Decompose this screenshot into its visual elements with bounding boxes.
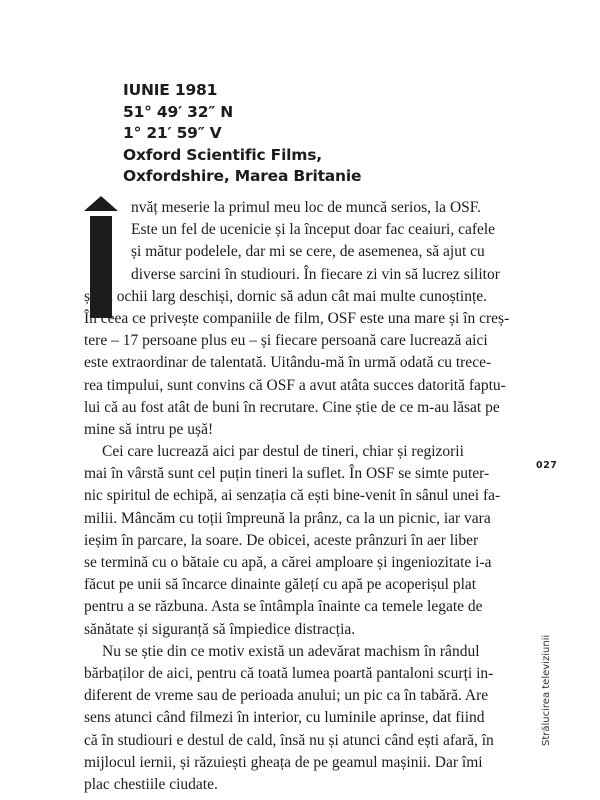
body-line: sănătate și siguranță să împiedice distracția. — [84, 620, 356, 638]
body-line: bărbaților de aici, pentru că toată lumea poartă pantaloni scurți in- — [84, 664, 494, 682]
heading-date: IUNIE 1981 — [123, 81, 218, 99]
body-line: milii. Mâncăm cu toții împreună la prânz, ca la un picnic, iar vara — [84, 509, 491, 527]
body-line: Cei care lucrează aici par destul de tineri, chiar și regizorii — [102, 443, 464, 461]
heading-location: Oxfordshire, Marea Britanie — [123, 167, 362, 185]
body-line: diferent de vreme sau de perioada anului; un pic ca în tabără. Are — [84, 687, 489, 705]
body-line: rea timpului, sunt convins că OSF a avut atâta succes datorită faptu- — [84, 376, 506, 394]
body-line: lui că au fost atât de buni în recrutare. Cine știe de ce m-au lăsat pe — [84, 398, 500, 416]
running-title-text: Strălucirea televiziunii — [541, 634, 552, 746]
body-line: mine să intru pe ușă! — [84, 420, 214, 438]
heading-longitude: 1° 21′ 59″ V — [123, 124, 222, 142]
body-line: mai în vârstă sunt cel puțin tineri la suflet. În OSF se simte puter- — [84, 465, 490, 483]
chapter-heading — [123, 80, 361, 188]
body-line: nvăț meserie la primul meu loc de muncă serios, la OSF. — [131, 199, 482, 216]
body-line: ieșim în parcare, la soare. De obicei, aceste prânzuri în aer liber — [84, 531, 479, 549]
body-line: În ceea ce privește companiile de film, OSF este una mare și în creș- — [84, 309, 510, 327]
heading-latitude: 51° 49′ 32″ N — [123, 102, 234, 121]
heading-company: Oxford Scientific Films, — [123, 145, 322, 164]
body-line: Este un fel de ucenicie și la început doar fac ceaiuri, cafele — [131, 221, 496, 239]
body-line: și cu ochii larg deschiși, dornic să adun cât mai multe cunoștințe. — [84, 287, 488, 305]
body-text — [84, 197, 514, 796]
body-line: și mătur podelele, dar mi se cere, de asemenea, să ajut cu — [131, 243, 485, 261]
body-line: Nu se știe din ce motiv există un adevărat machism în rândul — [102, 642, 480, 660]
page-number: 027 — [536, 460, 558, 471]
body-line: mijlocul iernii, și răzuiești gheața de pe geamul mașinii. Dar îmi — [84, 753, 483, 771]
running-title — [541, 606, 555, 746]
body-line: sens atunci când filmezi în interior, cu luminile aprinse, dat fiind — [84, 709, 485, 727]
body-line: tere – 17 persoane plus eu – și fiecare persoană care lucrează aici — [84, 332, 488, 350]
body-line: diverse sarcini în studiouri. În fiecare zi vin să lucrez silitor — [131, 265, 500, 283]
body-line: este extraordinar de talentată. Uitându-mă în urmă odată cu trece- — [84, 354, 492, 372]
body-line: pentru a se răzbuna. Asta se întâmpla înainte ca temele legate de — [84, 598, 483, 616]
body-line: nic spiritul de echipă, ai senzația că ești bine-venit în sânul unei fa- — [84, 487, 501, 505]
body-line: că în studiouri e destul de cald, însă nu și atunci când ești afară, în — [84, 731, 494, 749]
body-line: se termină cu o bătaie cu apă, a cărei amploare și ingeniozitate i-a — [84, 554, 492, 571]
body-line: făcut pe unii să încarce dinainte gălețí cu apă pe acoperișul plat — [84, 576, 477, 594]
body-line: plac chestiile ciudate. — [84, 775, 218, 793]
